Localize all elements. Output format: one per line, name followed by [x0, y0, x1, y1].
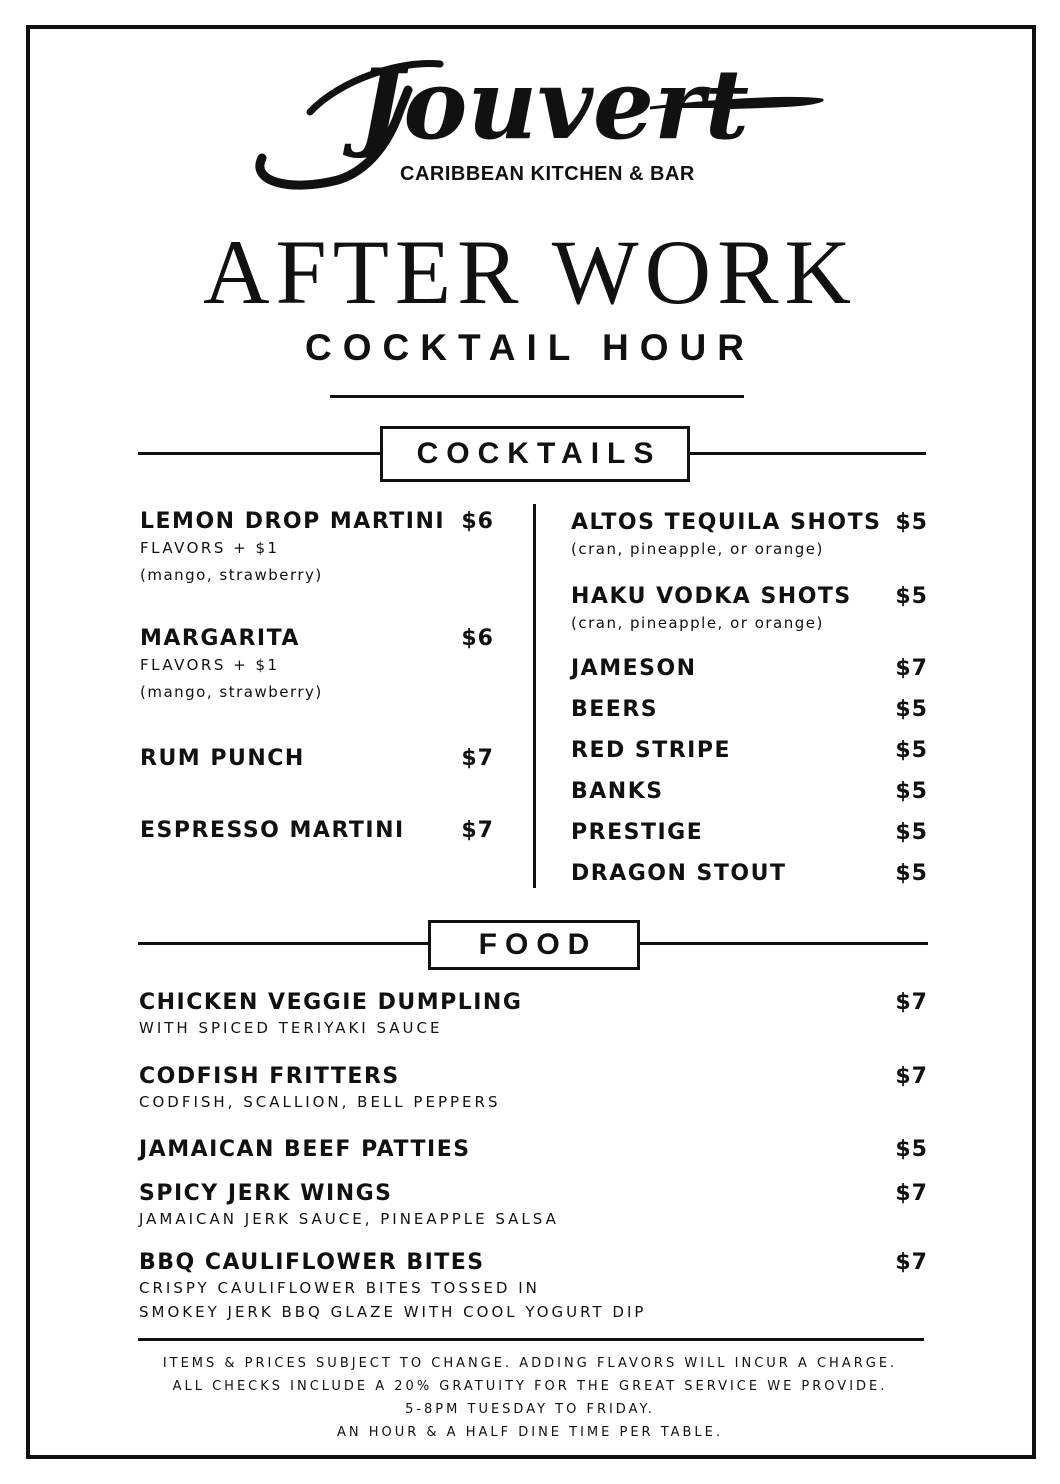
item-name: ESPRESSO MARTINI: [140, 818, 405, 843]
list-item: [139, 1064, 500, 1114]
cocktails-section-label: COCKTAILS: [380, 426, 690, 482]
logo-wordmark: Jouvert: [358, 50, 750, 161]
item-description: WITH SPICED TERIYAKI SAUCE: [139, 1019, 443, 1037]
item-name: BANKS: [571, 779, 664, 804]
list-item: [140, 746, 305, 772]
list-item: [140, 626, 323, 705]
page-title: AFTER WORK: [203, 221, 857, 323]
item-description: CRISPY CAULIFLOWER BITES TOSSED IN: [139, 1279, 540, 1297]
footer-divider: [138, 1338, 924, 1341]
item-price: $7: [895, 1064, 928, 1089]
list-item: [571, 697, 658, 723]
item-name: RUM PUNCH: [140, 746, 305, 771]
footer-line: AN HOUR & A HALF DINE TIME PER TABLE.: [336, 1425, 724, 1440]
list-item: [139, 1137, 471, 1163]
list-item: [571, 738, 731, 764]
list-item: [139, 1181, 559, 1231]
item-name: RED STRIPE: [571, 738, 732, 763]
item-name: PRESTIGE: [571, 820, 704, 845]
item-price: $7: [895, 1181, 928, 1206]
list-item: [140, 818, 405, 844]
item-name: LEMON DROP MARTINI: [140, 509, 446, 534]
item-name: BEERS: [571, 697, 659, 722]
list-item: [139, 990, 522, 1040]
page-subtitle: COCKTAIL HOUR: [305, 327, 755, 368]
food-rule-left: [138, 942, 430, 945]
item-name: ALTOS TEQUILA SHOTS: [571, 510, 882, 535]
item-price: $6: [461, 509, 494, 534]
item-detail: (mango, strawberry): [140, 566, 323, 584]
footer-notes: [0, 1352, 1060, 1444]
item-price: $5: [895, 1137, 928, 1162]
item-name: JAMAICAN BEEF PATTIES: [139, 1137, 471, 1162]
list-item: [140, 509, 445, 588]
item-detail: (cran, pineapple, or orange): [571, 614, 824, 632]
item-price: $5: [895, 584, 928, 609]
item-name: CODFISH FRITTERS: [139, 1064, 400, 1089]
item-price: $5: [895, 510, 928, 535]
title-divider: [330, 395, 744, 398]
item-detail: (mango, strawberry): [140, 683, 323, 701]
list-item: [571, 861, 786, 887]
footer-line: ITEMS & PRICES SUBJECT TO CHANGE. ADDING FLAVORS WILL INCUR A CHARGE.: [162, 1356, 898, 1371]
item-price: $6: [461, 626, 494, 651]
food-rule-right: [638, 942, 928, 945]
item-name: MARGARITA: [140, 626, 300, 651]
list-item: [571, 820, 703, 846]
item-name: JAMESON: [571, 656, 697, 681]
item-name: SPICY JERK WINGS: [139, 1181, 393, 1206]
footer-line: 5-8PM TUESDAY TO FRIDAY.: [405, 1402, 655, 1417]
logo-tagline: CARIBBEAN KITCHEN & BAR: [400, 163, 695, 185]
list-item: [571, 779, 664, 805]
item-price: $7: [895, 656, 928, 681]
item-note: FLAVORS + $1: [140, 539, 280, 557]
cocktails-rule-right: [688, 452, 926, 455]
food-section-label: FOOD: [428, 920, 640, 970]
item-name: BBQ CAULIFLOWER BITES: [139, 1250, 485, 1275]
cocktails-rule-left: [138, 452, 382, 455]
list-item: [139, 1250, 646, 1324]
item-price: $5: [895, 697, 928, 722]
column-divider: [533, 504, 536, 888]
list-item: [571, 584, 852, 636]
item-name: CHICKEN VEGGIE DUMPLING: [139, 990, 523, 1015]
item-price: $5: [895, 861, 928, 886]
item-price: $7: [461, 746, 494, 771]
item-price: $7: [895, 990, 928, 1015]
item-price: $5: [895, 820, 928, 845]
item-detail: (cran, pineapple, or orange): [571, 540, 824, 558]
footer-line: ALL CHECKS INCLUDE A 20% GRATUITY FOR THE GREAT SERVICE WE PROVIDE.: [172, 1379, 888, 1394]
item-description: JAMAICAN JERK SAUCE, PINEAPPLE SALSA: [139, 1210, 559, 1228]
list-item: [571, 510, 881, 562]
item-note: FLAVORS + $1: [140, 656, 280, 674]
item-description: CODFISH, SCALLION, BELL PEPPERS: [139, 1093, 501, 1111]
item-description: SMOKEY JERK BBQ GLAZE WITH COOL YOGURT DIP: [139, 1303, 647, 1321]
item-price: $5: [895, 779, 928, 804]
item-name: HAKU VODKA SHOTS: [571, 584, 852, 609]
item-price: $7: [895, 1250, 928, 1275]
list-item: [571, 656, 697, 682]
item-price: $7: [461, 818, 494, 843]
item-name: DRAGON STOUT: [571, 861, 787, 886]
item-price: $5: [895, 738, 928, 763]
